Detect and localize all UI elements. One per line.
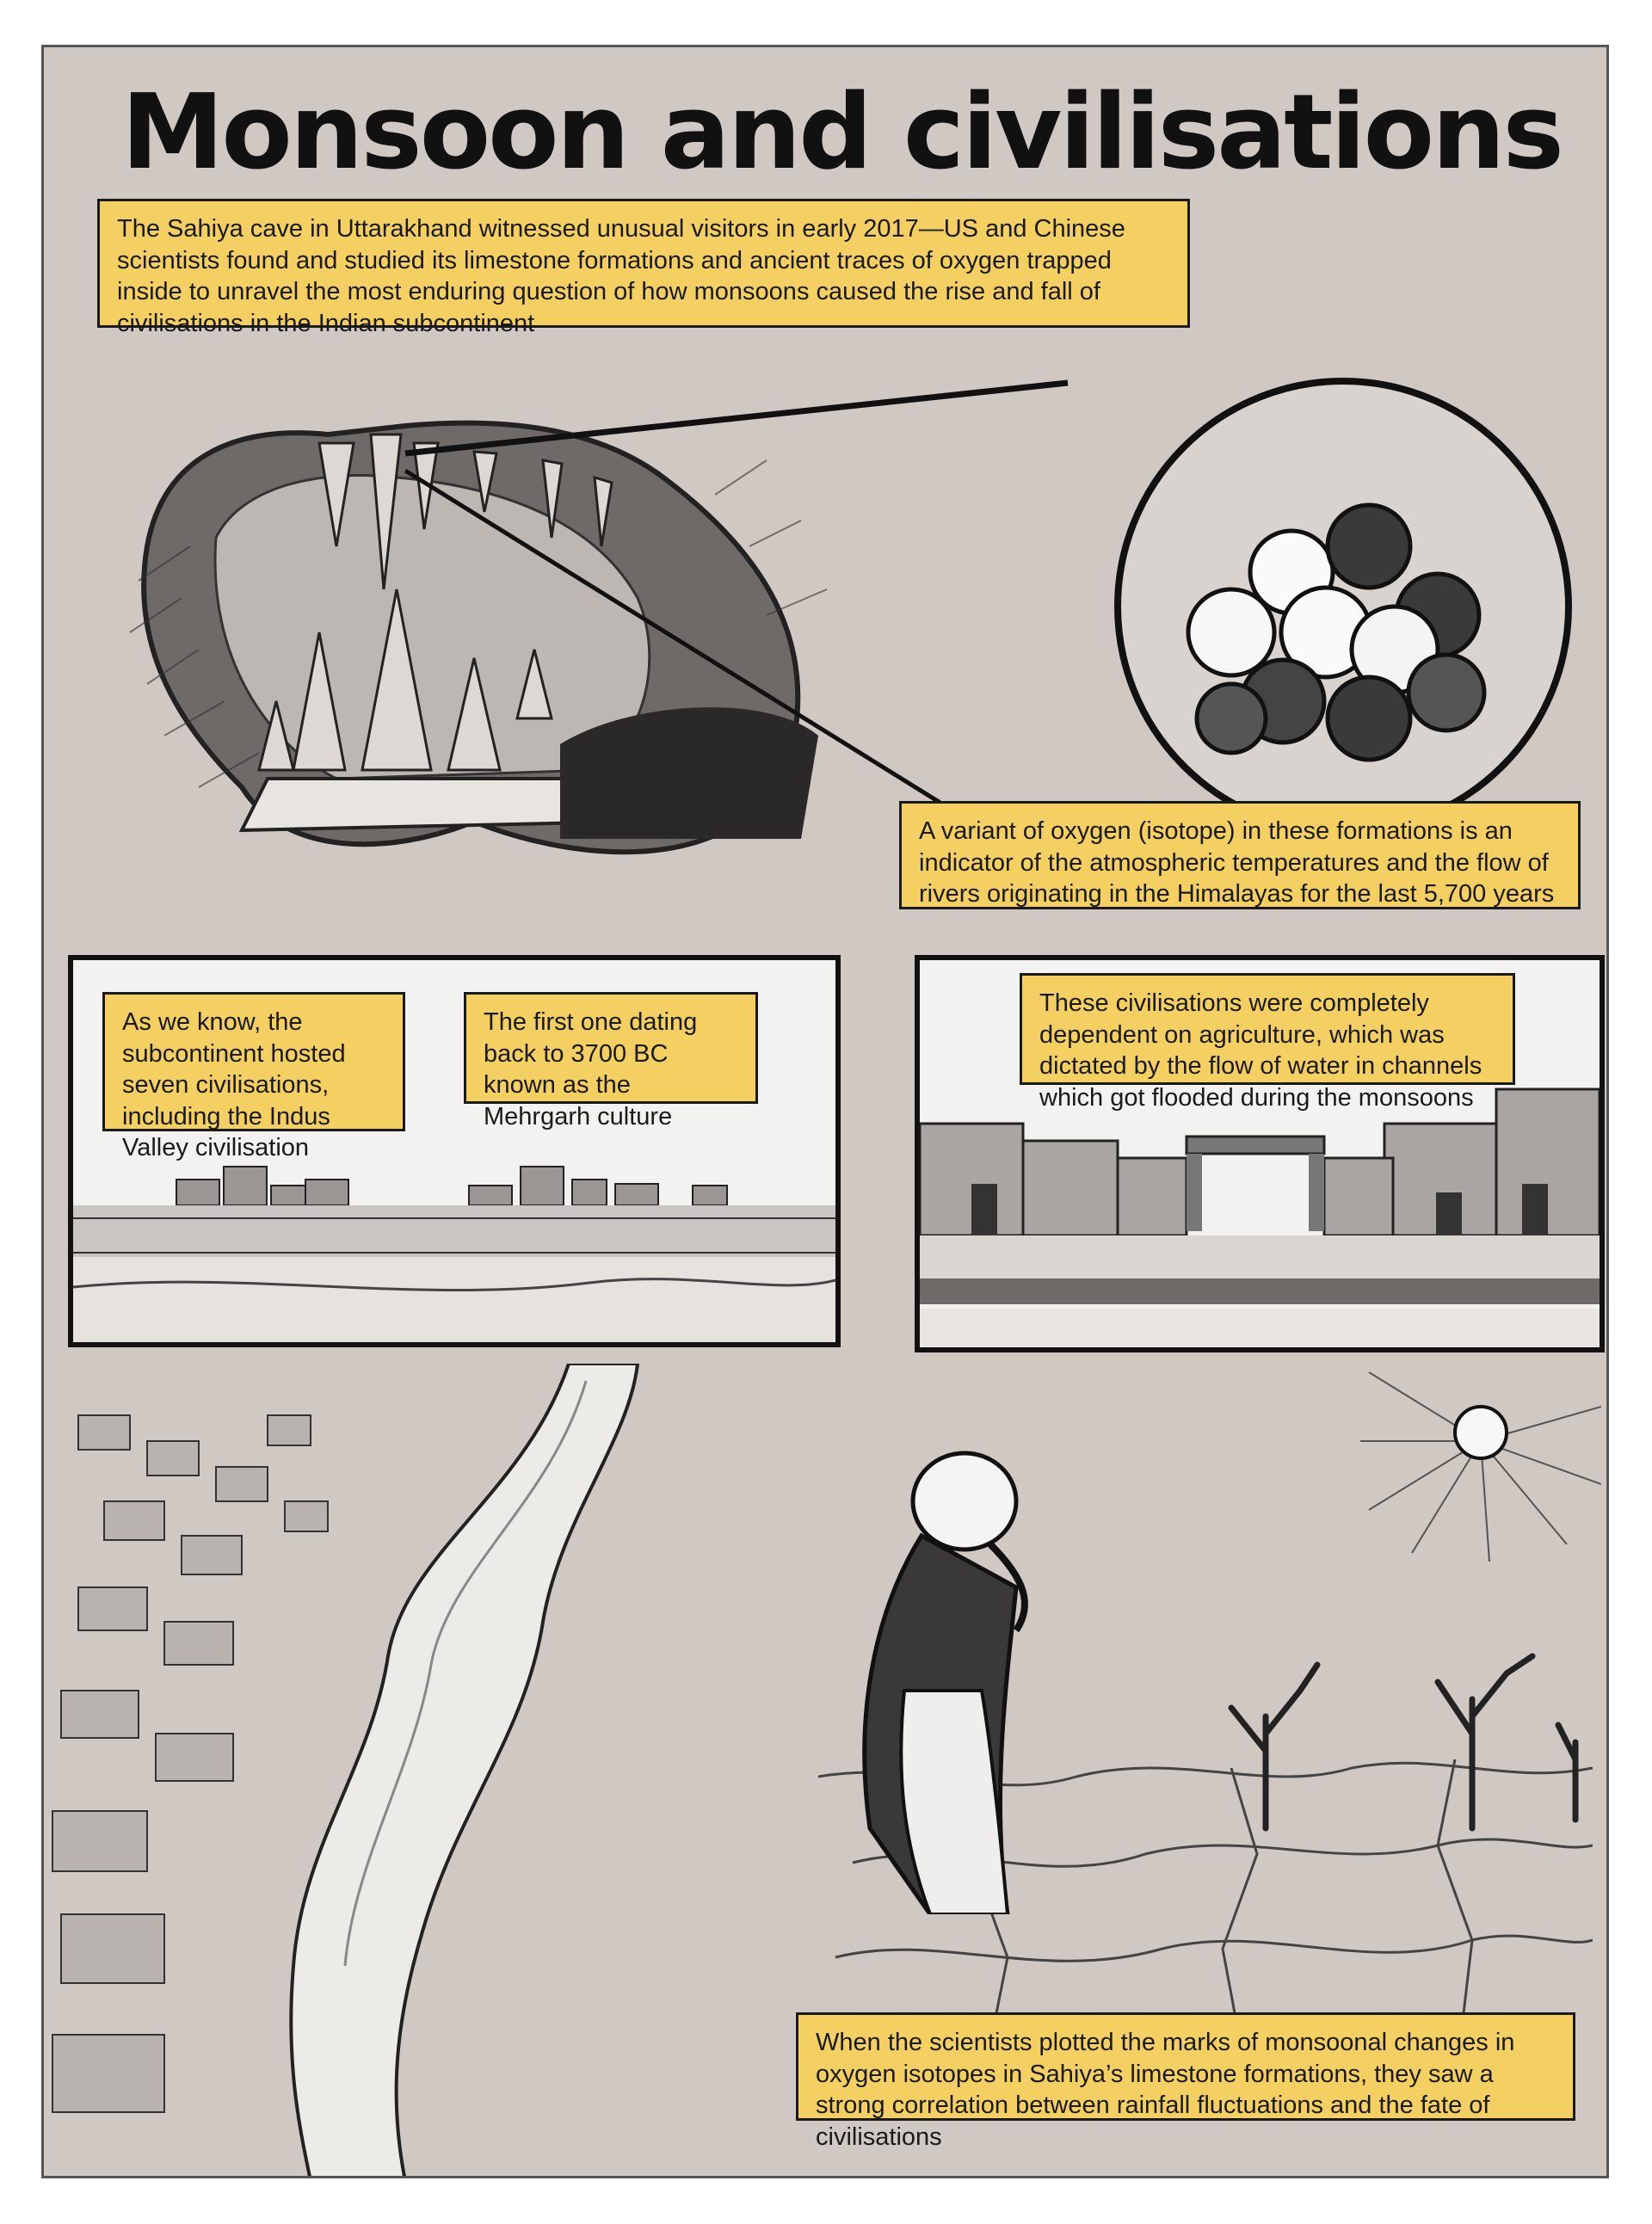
- drought-figure-icon: [818, 1432, 1076, 1914]
- caption-mehrgarh: The first one dating back to 3700 BC known as the Mehrgarh culture: [464, 992, 758, 1104]
- sun-icon: [1360, 1338, 1601, 1562]
- caption-isotope: A variant of oxygen (isotope) in these formations is an indicator of the atmospheric temperatures and the flow of rivers originating in the Himalayas for the last 5,700 years: [899, 801, 1581, 909]
- oxygen-molecule-cluster-icon: [1111, 374, 1575, 839]
- caption-correlation: When the scientists plotted the marks of monsoonal changes in oxygen isotopes in Sahiya’s limestone formations, they saw a strong correlation between rainfall fluctuations and the fate of civilisations: [796, 2012, 1575, 2121]
- river-town-aerial-icon: [44, 1364, 818, 2178]
- dead-tree-icon: [1214, 1613, 1601, 1837]
- caption-seven-civilisations: As we know, the subcontinent hosted seven civilisations, including the Indus Valley civilisation: [102, 992, 405, 1131]
- caption-agriculture: These civilisations were completely dependent on agriculture, which was dictated by the flow of water in channels which got flooded during the monsoons: [1020, 973, 1515, 1085]
- caption-intro: The Sahiya cave in Uttarakhand witnessed unusual visitors in early 2017—US and Chinese scientists found and studied its limestone formations and ancient traces of oxygen trapped inside to unravel the most enduring question of how monsoons caused the rise and fall of civilisations in the Indian subcontinent: [97, 199, 1190, 328]
- page-title: Monsoon and civilisations: [121, 73, 1562, 193]
- comic-page: [41, 45, 1609, 2178]
